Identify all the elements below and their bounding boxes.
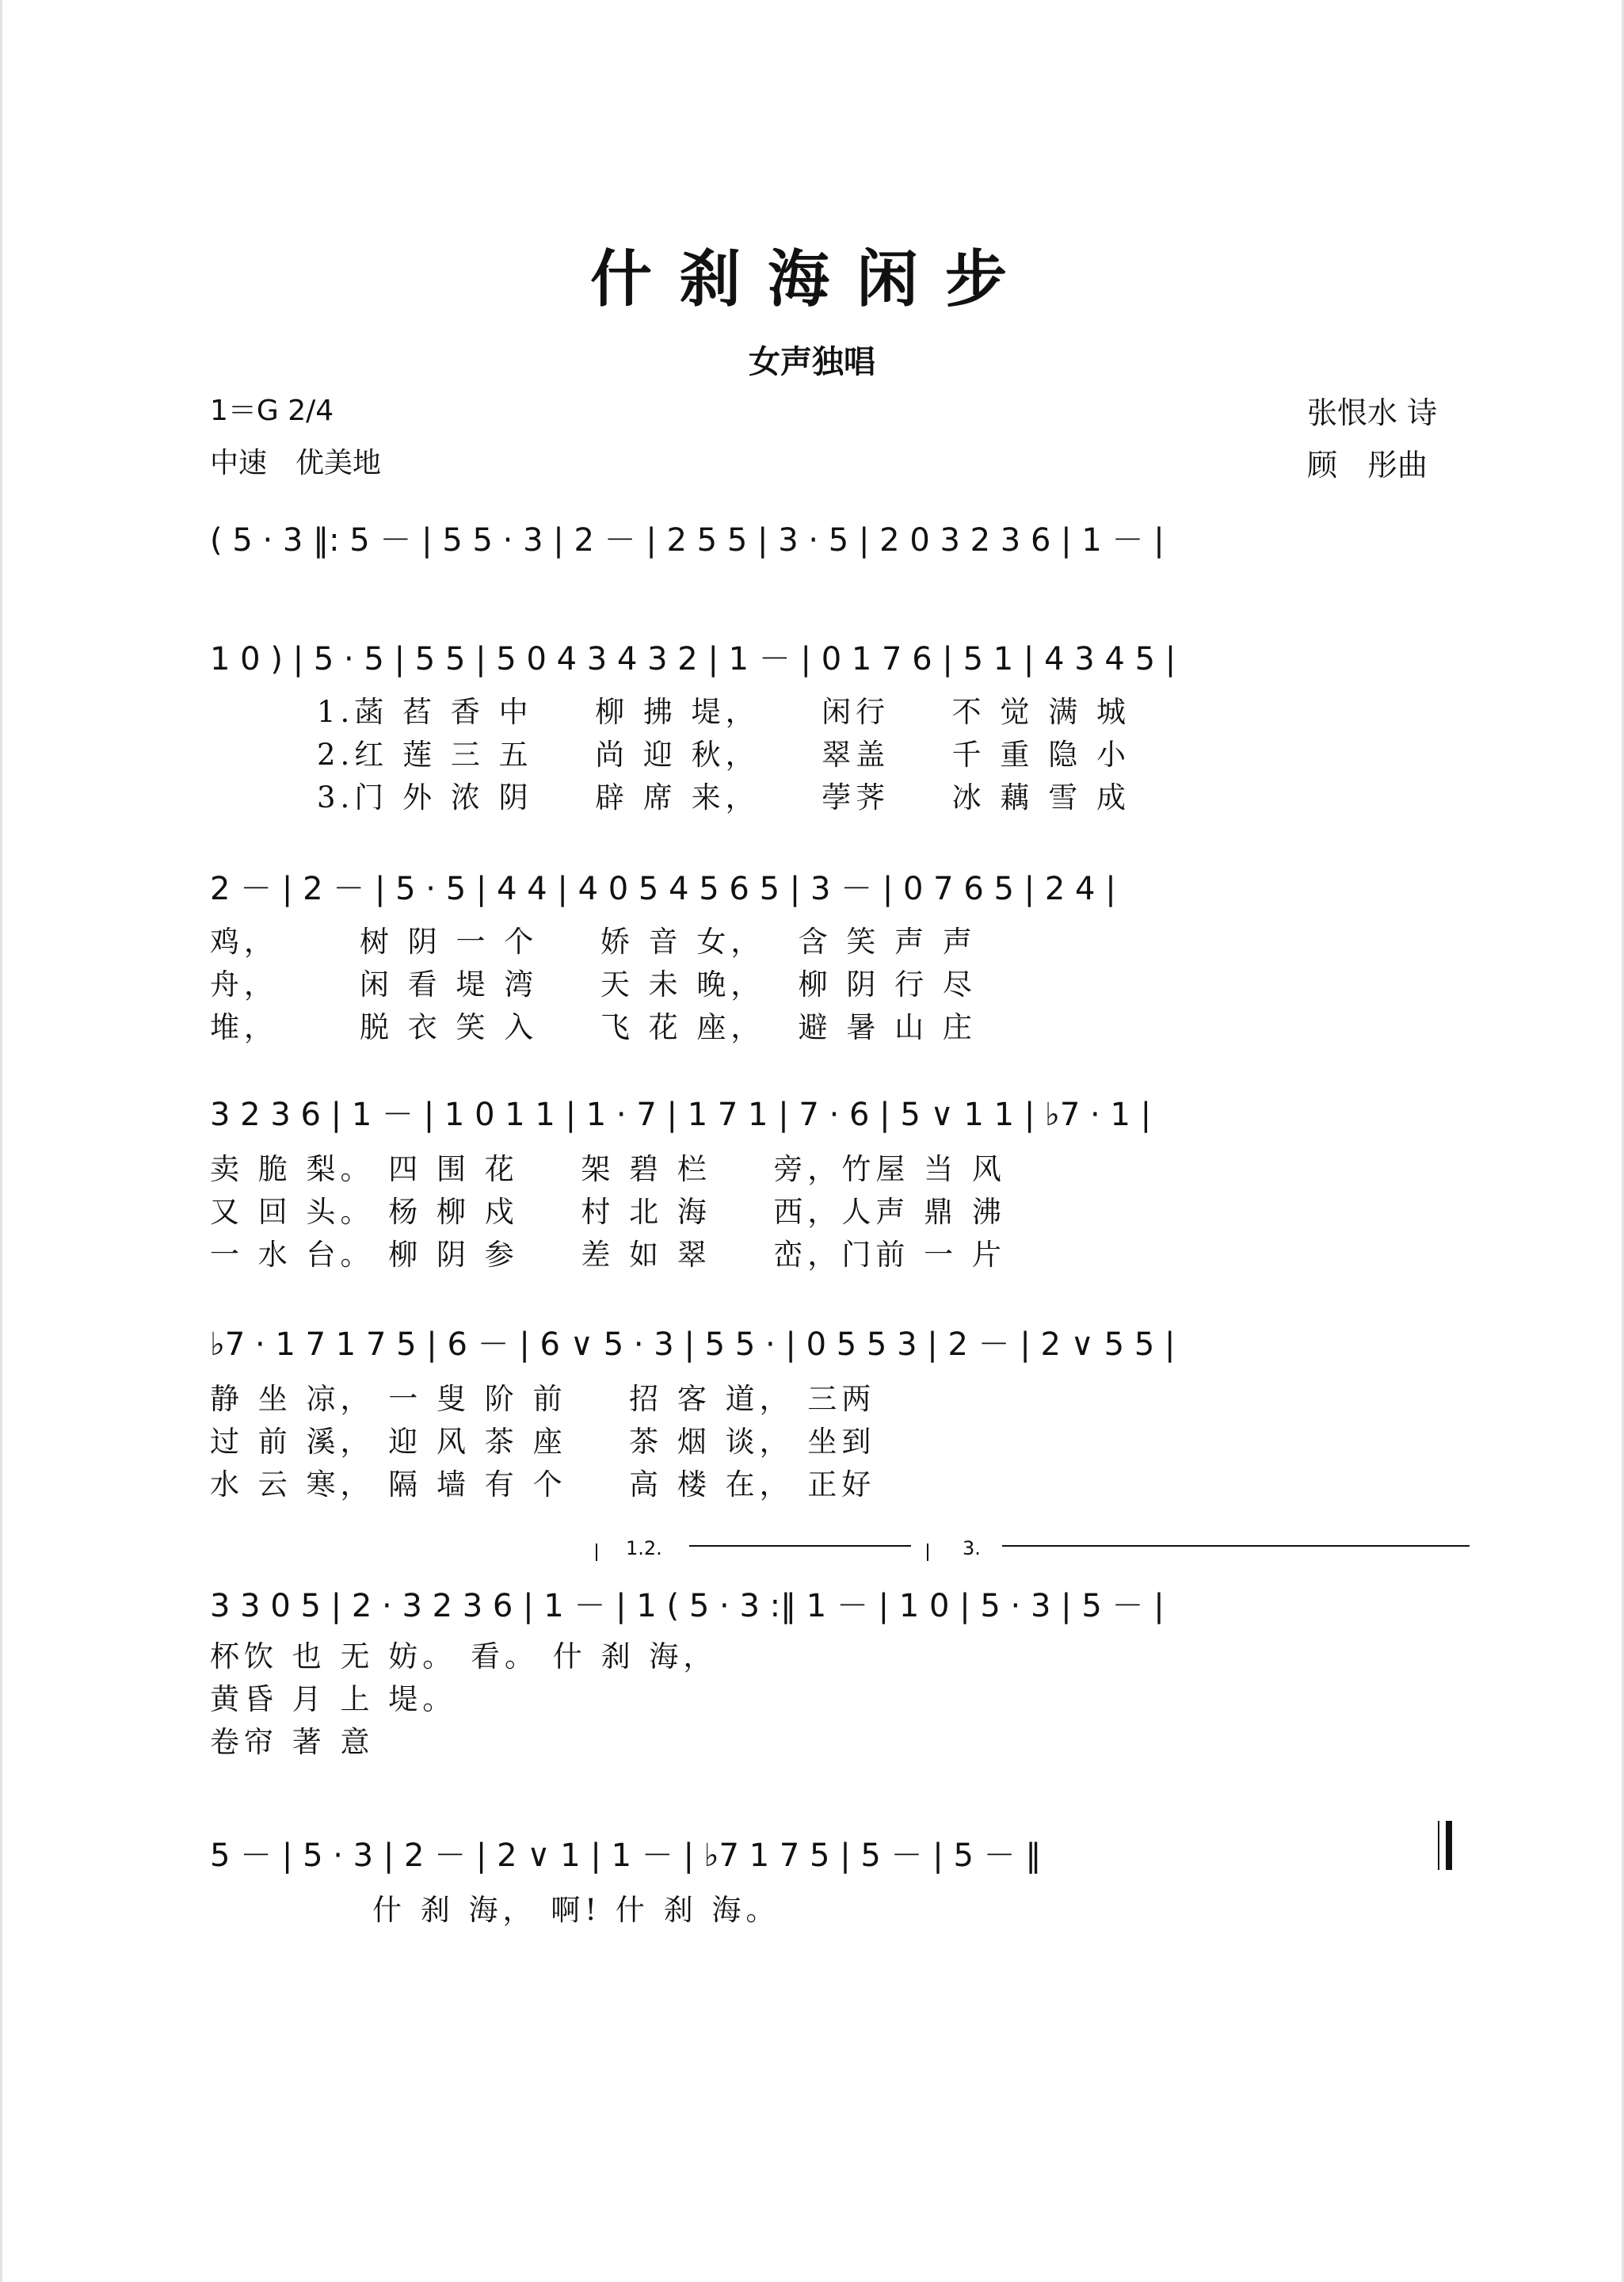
composer-credit: 顾 彤曲 [1307, 448, 1428, 483]
lyric-line: 鸡， 树 阴 一 个 娇 音 女， 含 笑 声 声 [210, 925, 977, 959]
key-time-signature: 1＝G 2/4 [210, 395, 334, 427]
song-subtitle: 女声独唱 [749, 344, 875, 380]
lyric-line: 舟， 闲 看 堤 湾 天 未 晚， 柳 阴 行 尽 [210, 967, 977, 1002]
lyric-line: 3.门 外 浓 阴 辟 席 来， 荸荠 冰 藕 雪 成 [317, 780, 1130, 815]
staff-system-6: 3 3 0 5 | 2 · 3 2 3 6 | 1 － | 1 ( 5 · 3 :‖ 1 － | 1 0 | 5 · 3 | 5 － | [210, 1588, 1165, 1624]
song-title: 什刹海闲步 [589, 243, 1034, 315]
lyric-line: 杯饮 也 无 妨。 看。 什 刹 海， [210, 1639, 718, 1673]
staff-system-1: ( 5 · 3 ‖: 5 － | 5 5 · 3 | 2 － | 2 5 5 | 3 · 5 | 2 0 3 2 3 6 | 1 － | [210, 522, 1165, 559]
final-barline-thin [1438, 1821, 1439, 1870]
ending-bracket [1002, 1545, 1470, 1547]
staff-system-7: 5 － | 5 · 3 | 2 － | 2 ∨ 1 | 1 － | ♭7 1 7 5 | 5 － | 5 － ‖ [210, 1837, 1042, 1874]
staff-system-2: 1 0 ) | 5 · 5 | 5 5 | 5 0 4 3 4 3 2 | 1 － | 0 1 7 6 | 5 1 | 4 3 4 5 | [210, 641, 1176, 677]
lyric-line: 2.红 莲 三 五 尚 迎 秋， 翠盖 千 重 隐 小 [317, 738, 1130, 772]
ending-bracket [927, 1544, 928, 1561]
lyric-line: 1.菡 萏 香 中 柳 拂 堤， 闲行 不 觉 满 城 [317, 695, 1130, 729]
lyric-line: 黄昏 月 上 堤。 [210, 1682, 457, 1716]
lyric-line: 水 云 寒， 隔 墙 有 个 高 楼 在， 正好 [210, 1467, 876, 1502]
lyric-line: 什 刹 海， 啊! 什 刹 海。 [372, 1893, 780, 1927]
staff-system-5: ♭7 · 1 7 1 7 5 | 6 － | 6 ∨ 5 · 3 | 5 5 · | 0 5 5 3 | 2 － | 2 ∨ 5 5 | [210, 1326, 1176, 1363]
tempo-marking: 中速 优美地 [210, 447, 382, 479]
lyric-line: 卖 脆 梨。 四 围 花 架 碧 栏 旁，竹屋 当 风 [210, 1152, 1006, 1186]
lyric-line: 卷帘 著 意 [210, 1725, 375, 1759]
lyric-line: 堆， 脱 衣 笑 入 飞 花 座， 避 暑 山 庄 [210, 1010, 977, 1044]
lyricist-credit: 张恨水 诗 [1307, 395, 1438, 430]
final-barline-thick [1446, 1821, 1452, 1870]
lyric-line: 一 水 台。 柳 阴 参 差 如 翠 峦，门前 一 片 [210, 1238, 1006, 1272]
ending-1-2-label: 1.2. [626, 1537, 662, 1559]
ending-3-label: 3. [963, 1537, 981, 1559]
ending-bracket [596, 1544, 597, 1561]
lyric-line: 过 前 溪， 迎 风 茶 座 茶 烟 谈， 坐到 [210, 1425, 876, 1459]
staff-system-4: 3 2 3 6 | 1 － | 1 0 1 1 | 1 · 7 | 1 7 1 | 7 · 6 | 5 ∨ 1 1 | ♭7 · 1 | [210, 1097, 1152, 1133]
lyric-line: 又 回 头。 杨 柳 戍 村 北 海 西，人声 鼎 沸 [210, 1195, 1006, 1229]
ending-bracket [689, 1545, 911, 1547]
lyric-line: 静 坐 凉， 一 叟 阶 前 招 客 道， 三两 [210, 1382, 876, 1416]
staff-system-3: 2 － | 2 － | 5 · 5 | 4 4 | 4 0 5 4 5 6 5 | 3 － | 0 7 6 5 | 2 4 | [210, 871, 1116, 907]
